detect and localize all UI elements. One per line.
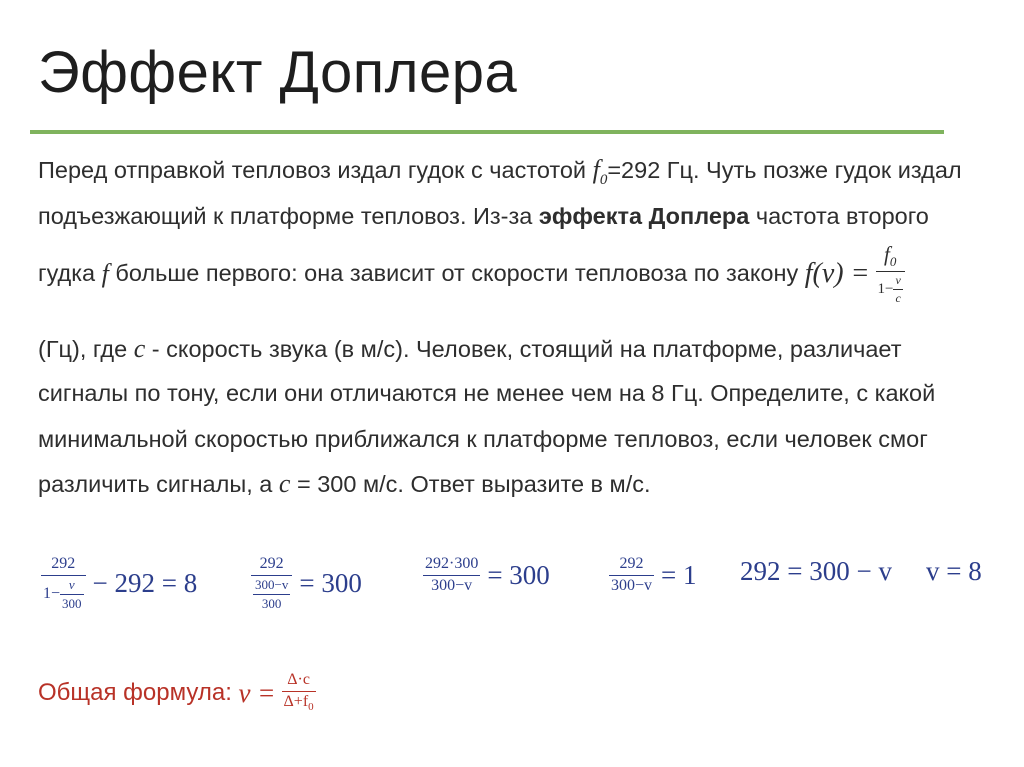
problem-line-1 bbox=[38, 155, 962, 189]
problem-text: = 300 м/с. Ответ выразите в м/с. bbox=[290, 471, 651, 497]
general-formula-lhs: v = bbox=[238, 677, 276, 708]
c-symbol: c bbox=[133, 334, 146, 363]
problem-text: =292 Гц. Чуть позже гудок издал bbox=[607, 157, 962, 183]
problem-text: частота второго bbox=[749, 203, 929, 229]
title-divider bbox=[30, 130, 944, 134]
equation-4: $\frac{292}{300-v}$ = 1 bbox=[611, 555, 697, 595]
equation-3: $\frac{292\cdot 300}{300-v}$ = 300 bbox=[425, 555, 550, 595]
f0-symbol: $f_0$ bbox=[592, 155, 608, 189]
problem-line-7 bbox=[38, 469, 651, 499]
problem-text: (Гц), где bbox=[38, 336, 134, 362]
equation-2: $\frac{292}{\frac{300-v}{300}}$ = 300 bbox=[248, 556, 362, 611]
problem-line-5: сигналы по тону, если они отличаются не менее чем на 8 Гц. Определите, с какой bbox=[38, 380, 936, 406]
formula-lhs: f(v) = bbox=[804, 257, 870, 289]
equation-6: v = 8 bbox=[926, 556, 982, 586]
problem-text: - скорость звука (в м/с). Человек, стоящий на платформе, различает bbox=[145, 336, 902, 362]
problem-text: больше первого: она зависит от скорости тепловоза по закону bbox=[108, 260, 805, 287]
problem-line-3 bbox=[38, 243, 908, 305]
problem-text: различить сигналы, а bbox=[38, 471, 279, 497]
c-symbol: c bbox=[278, 469, 291, 498]
problem-text: подъезжающий к платформе тепловоз. Из-за bbox=[38, 203, 539, 229]
problem-line-4 bbox=[38, 334, 901, 364]
doppler-formula: $f_0$ 1− $\frac{v}{c}$ bbox=[876, 243, 905, 305]
emphasis-doppler: эффекта Доплера bbox=[538, 203, 750, 229]
problem-line-2 bbox=[38, 203, 929, 230]
problem-line-6: минимальной скоростью приближался к платформе тепловоз, если человек смог bbox=[38, 426, 928, 452]
equation-5: 292 = 300 − v bbox=[740, 556, 892, 586]
general-formula-label: Общая формула: bbox=[38, 679, 239, 707]
page-title: Эффект Доплера bbox=[38, 40, 518, 105]
f-symbol: f bbox=[101, 258, 109, 288]
general-formula bbox=[38, 672, 319, 714]
equation-1: 292 1− $\frac{v}{300}$ − 292 = 8 bbox=[43, 555, 198, 611]
problem-text: Перед отправкой тепловоз издал гудок с частотой bbox=[38, 157, 593, 183]
problem-text: гудка bbox=[38, 260, 102, 287]
general-formula-fraction: $\frac{\Delta\cdot c}{\Delta+f_0}$ bbox=[283, 671, 314, 714]
